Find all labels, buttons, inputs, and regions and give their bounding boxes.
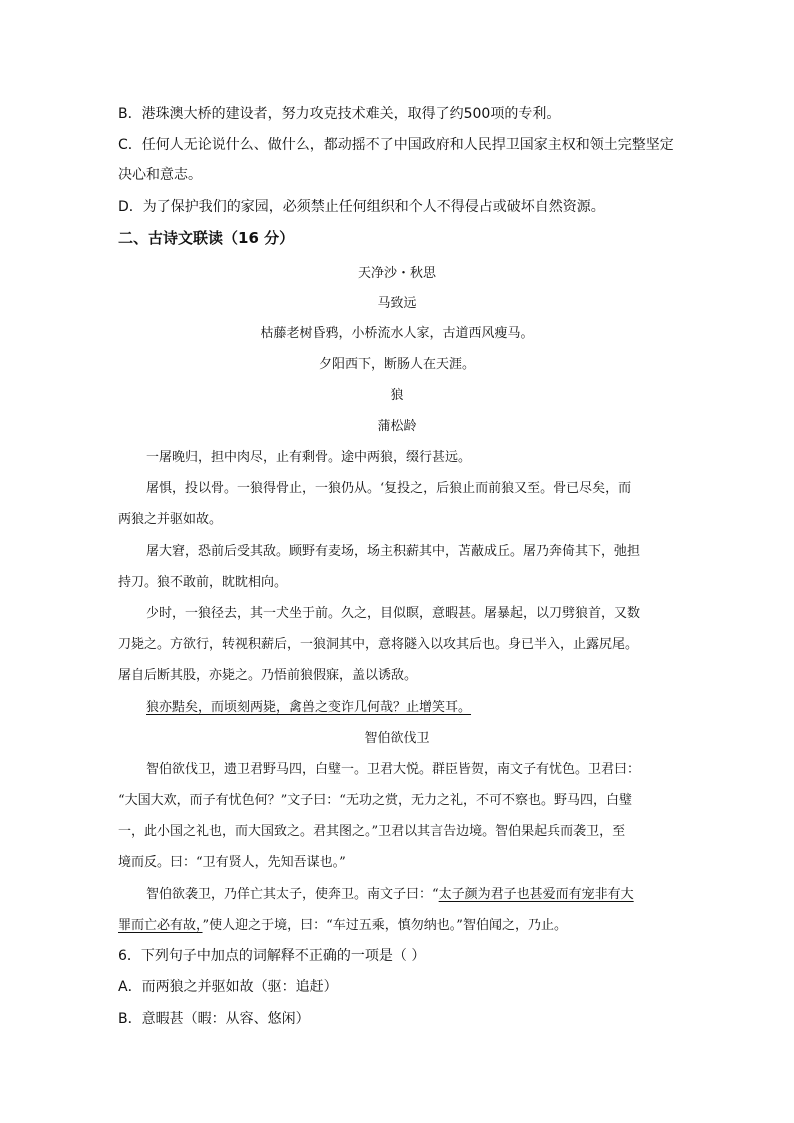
wolf-paragraph-4-line2: 刀毙之。方欲行，转视积薪后，一狼洞其中，意将隧入以攻其后也。身已半入，止露尻尾。 [118, 637, 639, 652]
zhibo-paragraph-2-line1 [146, 883, 634, 902]
zhibo-paragraph-2-line2 [118, 914, 567, 933]
zhibo-paragraph-1-line3: 一，此小国之礼也，而大国致之。君其图之。”卫君以其言告边境。智伯果起兵而袭卫，至 [118, 824, 626, 839]
wolf-paragraph-2-line2: 两狼之并驱如故。 [118, 512, 223, 527]
option-b: B．港珠澳大桥的建设者，努力攻克技术难关，取得了约500项的专利。 [118, 106, 561, 122]
question-6-stem: 6．下列句子中加点的词解释不正确的一项是（ ） [118, 948, 426, 964]
wolf-paragraph-3-line1: 屠大窘，恐前后受其敌。顾野有麦场，场主积薪其中，苫蔽成丘。屠乃奔倚其下，弛担 [146, 544, 641, 559]
question-6-option-a: A．而两狼之并驱如故（驱：追赶） [118, 979, 338, 995]
poem-author: 马致远 [377, 296, 417, 311]
poem-line-2: 夕阳西下，断肠人在天涯。 [318, 357, 475, 372]
section-title: 二、古诗文联读（16 分） [118, 229, 295, 247]
zhibo-p2-plain-2: ”使人迎之于境，曰：“车过五乘，慎勿纳也。”智伯闻之，乃止。 [202, 918, 567, 933]
option-c-line1: C．任何人无论说什么、做什么，都动摇不了中国政府和人民捍卫国家主权和领土完整坚定 [118, 137, 674, 153]
wolf-paragraph-5: 狼亦黠矣，而顷刻两毙，禽兽之变诈几何哉？止增笑耳。 [146, 700, 472, 715]
wolf-paragraph-2-line1: 屠惧，投以骨。一狼得骨止，一狼仍从。‘复投之，后狼止而前狼又至。骨已尽矣，而 [146, 481, 632, 496]
poem-line-1: 枯藤老树昏鸦，小桥流水人家，古道西风瘦马。 [260, 326, 534, 341]
wolf-paragraph-3-line2: 持刀。狼不敢前，眈眈相向。 [118, 575, 288, 590]
poem-title: 天净沙・秋思 [357, 266, 436, 281]
zhibo-p2-plain-1: 智伯欲袭卫，乃佯亡其太子，使奔卫。南文子曰：“ [146, 887, 439, 902]
wolf-paragraph-4-line3: 屠自后断其股，亦毙之。乃悟前狼假寐，盖以诱敌。 [118, 668, 418, 683]
zhibo-title: 智伯欲伐卫 [364, 731, 430, 746]
wolf-paragraph-4-line1: 少时，一狼径去，其一犬坐于前。久之，目似瞑，意暇甚。屠暴起，以刀劈狼首，又数 [146, 606, 641, 621]
option-d: D．为了保护我们的家园，必须禁止任何组织和个人不得侵占或破坏自然资源。 [118, 199, 605, 215]
wolf-author: 蒲松龄 [377, 419, 417, 434]
zhibo-p2-underlined-2: 罪而亡必有故， [118, 918, 203, 933]
question-6-option-b: B．意暇甚（暇：从容、悠闲） [118, 1011, 310, 1027]
zhibo-paragraph-1-line1: 智伯欲伐卫，遗卫君野马四，白璧一。卫君大悦。群臣皆贺，南文子有忧色。卫君曰： [146, 762, 641, 777]
wolf-title: 狼 [390, 388, 404, 403]
wolf-paragraph-1: 一屠晚归，担中肉尽，止有剩骨。途中两狼，缀行甚远。 [146, 450, 472, 465]
zhibo-paragraph-1-line4: 境而反。曰：“卫有贤人，先知吾谋也。” [118, 855, 346, 870]
option-c-line2: 决心和意志。 [118, 167, 202, 183]
zhibo-p2-underlined-1: 太子颜为君子也甚爱而有宠非有大 [438, 887, 634, 902]
zhibo-paragraph-1-line2: “大国大欢，而子有忧色何？”文子曰：“无功之赏，无力之礼，不可不察也。野马四，白璧 [118, 793, 632, 808]
